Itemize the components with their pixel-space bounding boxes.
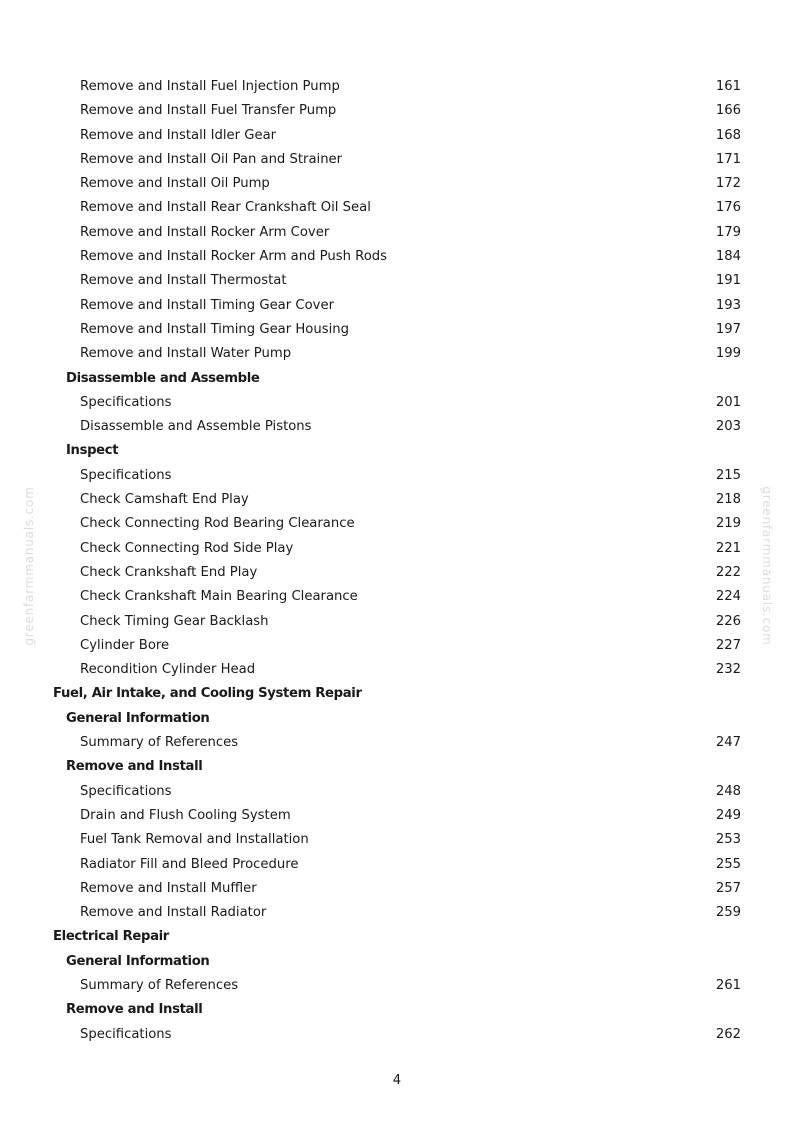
- toc-entry-title: Cylinder Bore: [80, 637, 170, 653]
- toc-entry[interactable]: [0, 342, 794, 366]
- toc-entry-title: Disassemble and Assemble Pistons: [80, 419, 312, 435]
- toc-entry-page: 215: [715, 467, 741, 483]
- toc-entry[interactable]: [0, 124, 794, 148]
- toc-entry-page: 166: [715, 103, 741, 119]
- toc-entry-title: Remove and Install Fuel Transfer Pump: [80, 103, 337, 119]
- toc-subsection-heading: [0, 998, 794, 1022]
- toc-entry[interactable]: [0, 294, 794, 318]
- toc-entry-page: 259: [715, 905, 741, 921]
- toc-entry-title: Check Timing Gear Backlash: [80, 613, 269, 629]
- toc-entry-title: Specifications: [80, 1026, 172, 1042]
- toc-entry-title: Fuel, Air Intake, and Cooling System Repair: [53, 686, 362, 702]
- toc-entry[interactable]: [0, 658, 794, 682]
- toc-entry[interactable]: [0, 488, 794, 512]
- toc-entry-page: 184: [715, 249, 741, 265]
- toc-entry-page: 219: [715, 516, 741, 532]
- toc-entry-title: Summary of References: [80, 735, 239, 751]
- toc-entry-page: 172: [715, 176, 741, 192]
- toc-entry-page: 218: [715, 492, 741, 508]
- toc-entry[interactable]: [0, 610, 794, 634]
- toc-entry[interactable]: [0, 464, 794, 488]
- toc-entry-title: Check Camshaft End Play: [80, 492, 249, 508]
- toc-entry-title: Inspect: [66, 443, 119, 459]
- toc-entry-page: 221: [715, 540, 741, 556]
- toc-entry-page: 191: [715, 273, 741, 289]
- toc-entry-page: 261: [715, 977, 741, 993]
- toc-entry[interactable]: [0, 75, 794, 99]
- toc-entry[interactable]: [0, 1023, 794, 1047]
- toc-entry-title: Specifications: [80, 394, 172, 410]
- toc-entry[interactable]: [0, 634, 794, 658]
- toc-entry-title: Remove and Install: [66, 1002, 203, 1018]
- toc-entry[interactable]: [0, 853, 794, 877]
- toc-entry[interactable]: [0, 731, 794, 755]
- toc-entry-title: Remove and Install Muffler: [80, 880, 257, 896]
- page-number: 4: [392, 1073, 402, 1088]
- toc-entry-title: Summary of References: [80, 977, 239, 993]
- toc-entry[interactable]: [0, 318, 794, 342]
- toc-subsection-heading: [0, 950, 794, 974]
- toc-entry[interactable]: [0, 537, 794, 561]
- toc-entry-title: Radiator Fill and Bleed Procedure: [80, 856, 299, 872]
- toc-entry-title: Remove and Install Timing Gear Cover: [80, 297, 334, 313]
- toc-entry-page: 248: [715, 783, 741, 799]
- toc-entry[interactable]: [0, 172, 794, 196]
- toc-entry-title: Electrical Repair: [53, 929, 169, 945]
- toc-entry-page: 161: [715, 79, 741, 94]
- toc-entry[interactable]: [0, 415, 794, 439]
- toc-entry[interactable]: [0, 512, 794, 536]
- toc-entry-title: Remove and Install Water Pump: [80, 346, 292, 362]
- toc-entry[interactable]: [0, 901, 794, 925]
- toc-subsection-heading: [0, 367, 794, 391]
- toc-entry-title: Remove and Install Rocker Arm Cover: [80, 224, 330, 240]
- toc-entry[interactable]: [0, 245, 794, 269]
- toc-entry-page: 257: [715, 880, 741, 896]
- toc-entry-page: 224: [715, 589, 741, 605]
- toc-entry-title: General Information: [66, 953, 210, 969]
- toc-subsection-heading: [0, 755, 794, 779]
- toc-entry-title: Recondition Cylinder Head: [80, 662, 256, 678]
- toc-subsection-heading: [0, 439, 794, 463]
- toc-entry-page: 222: [715, 564, 741, 580]
- toc-section-heading: [0, 682, 794, 706]
- toc-entry[interactable]: [0, 196, 794, 220]
- toc-entry-title: Disassemble and Assemble: [66, 370, 260, 386]
- toc-entry-page: 201: [715, 394, 741, 410]
- toc-entry-title: Remove and Install Idler Gear: [80, 127, 277, 143]
- toc-entry-title: Check Connecting Rod Bearing Clearance: [80, 516, 355, 532]
- table-of-contents: [0, 75, 794, 1047]
- toc-entry[interactable]: [0, 585, 794, 609]
- toc-entry-title: General Information: [66, 710, 210, 726]
- toc-entry[interactable]: [0, 148, 794, 172]
- toc-entry[interactable]: [0, 974, 794, 998]
- toc-entry-title: Check Crankshaft End Play: [80, 564, 258, 580]
- toc-entry-page: 168: [715, 127, 741, 143]
- toc-entry[interactable]: [0, 99, 794, 123]
- toc-entry-title: Remove and Install Fuel Injection Pump: [80, 79, 340, 94]
- toc-entry-page: 199: [715, 346, 741, 362]
- toc-entry-title: Remove and Install Rocker Arm and Push Rods: [80, 249, 388, 265]
- toc-entry-title: Drain and Flush Cooling System: [80, 807, 291, 823]
- toc-entry[interactable]: [0, 828, 794, 852]
- toc-entry-page: 247: [715, 735, 741, 751]
- toc-entry-page: 232: [715, 662, 741, 678]
- toc-entry-page: 176: [715, 200, 741, 216]
- toc-entry[interactable]: [0, 561, 794, 585]
- toc-entry-page: 249: [715, 807, 741, 823]
- toc-entry-page: 227: [715, 637, 741, 653]
- toc-entry-page: 179: [715, 224, 741, 240]
- toc-entry[interactable]: [0, 804, 794, 828]
- toc-entry-title: Remove and Install Thermostat: [80, 273, 287, 289]
- toc-subsection-heading: [0, 707, 794, 731]
- toc-entry[interactable]: [0, 391, 794, 415]
- toc-entry-title: Specifications: [80, 467, 172, 483]
- toc-entry-page: 171: [715, 151, 741, 167]
- toc-entry[interactable]: [0, 221, 794, 245]
- toc-entry-page: 262: [715, 1026, 741, 1042]
- toc-entry-title: Remove and Install Timing Gear Housing: [80, 321, 349, 337]
- toc-entry-page: 253: [715, 832, 741, 848]
- toc-entry-title: Fuel Tank Removal and Installation: [80, 832, 309, 848]
- toc-entry-title: Remove and Install Rear Crankshaft Oil Seal: [80, 200, 371, 216]
- toc-entry-title: Specifications: [80, 783, 172, 799]
- toc-entry-page: 197: [715, 321, 741, 337]
- toc-entry-title: Check Crankshaft Main Bearing Clearance: [80, 589, 358, 605]
- toc-section-heading: [0, 925, 794, 949]
- toc-entry-page: 255: [715, 856, 741, 872]
- toc-entry-page: 226: [715, 613, 741, 629]
- toc-entry-title: Remove and Install Radiator: [80, 905, 267, 921]
- toc-entry[interactable]: [0, 269, 794, 293]
- toc-entry-title: Remove and Install Oil Pump: [80, 176, 270, 192]
- toc-entry-title: Remove and Install: [66, 759, 203, 775]
- toc-entry-title: Remove and Install Oil Pan and Strainer: [80, 151, 343, 167]
- toc-entry-title: Check Connecting Rod Side Play: [80, 540, 294, 556]
- toc-entry[interactable]: [0, 877, 794, 901]
- toc-entry[interactable]: [0, 780, 794, 804]
- toc-entry-page: 203: [715, 419, 741, 435]
- toc-entry-page: 193: [715, 297, 741, 313]
